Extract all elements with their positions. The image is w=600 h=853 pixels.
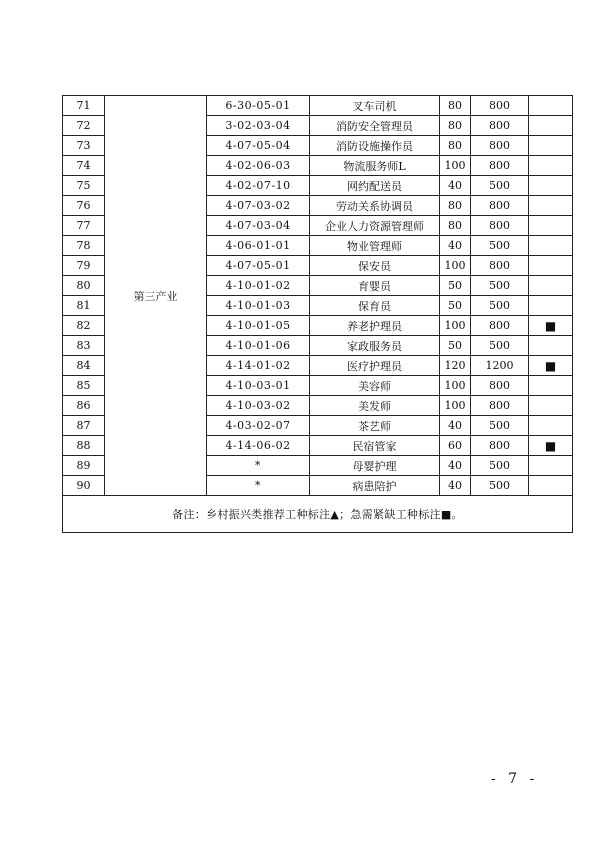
shortage-mark [529,216,573,236]
occupation-code: 4-07-03-02 [207,196,310,216]
row-number: 85 [63,376,105,396]
row-number: 79 [63,256,105,276]
industry-category: 第三产业 [105,96,207,496]
occupation-code: 4-10-01-02 [207,276,310,296]
subsidy-amount: 800 [471,156,529,176]
occupation-code: * [207,476,310,496]
subsidy-amount: 800 [471,256,529,276]
shortage-mark [529,196,573,216]
shortage-mark: ■ [529,316,573,336]
training-hours: 80 [440,136,471,156]
subsidy-amount: 800 [471,136,529,156]
occupation-name: 网约配送员 [310,176,440,196]
shortage-mark [529,456,573,476]
training-hours: 50 [440,276,471,296]
row-number: 76 [63,196,105,216]
occupation-name: 物流服务师L [310,156,440,176]
occupation-code: 6-30-05-01 [207,96,310,116]
row-number: 78 [63,236,105,256]
subsidy-amount: 500 [471,236,529,256]
occupation-name: 美容师 [310,376,440,396]
shortage-mark [529,376,573,396]
subsidy-amount: 1200 [471,356,529,376]
occupation-name: 病患陪护 [310,476,440,496]
subsidy-amount: 800 [471,216,529,236]
training-hours: 100 [440,316,471,336]
subsidy-amount: 800 [471,116,529,136]
page-number: - 7 - [491,771,539,787]
note-row [63,496,573,533]
row-number: 71 [63,96,105,116]
row-number: 81 [63,296,105,316]
occupation-code: 4-07-05-01 [207,256,310,276]
occupation-code: 4-10-01-06 [207,336,310,356]
shortage-mark [529,336,573,356]
table-row [63,96,573,116]
occupation-code: 4-10-01-03 [207,296,310,316]
occupation-code: 4-10-03-01 [207,376,310,396]
occupation-name: 养老护理员 [310,316,440,336]
table-note: 备注：乡村振兴类推荐工种标注▲；急需紧缺工种标注■。 [63,496,573,533]
training-hours: 100 [440,396,471,416]
subsidy-amount: 800 [471,396,529,416]
shortage-mark [529,256,573,276]
occupation-code: 4-10-03-02 [207,396,310,416]
subsidy-amount: 500 [471,296,529,316]
occupation-name: 物业管理师 [310,236,440,256]
row-number: 80 [63,276,105,296]
row-number: 83 [63,336,105,356]
occupation-name: 消防设施操作员 [310,136,440,156]
training-hours: 40 [440,476,471,496]
occupation-name: 叉车司机 [310,96,440,116]
training-hours: 60 [440,436,471,456]
occupation-name: 保安员 [310,256,440,276]
shortage-mark [529,416,573,436]
occupation-name: 劳动关系协调员 [310,196,440,216]
occupation-code: 4-07-05-04 [207,136,310,156]
subsidy-amount: 500 [471,416,529,436]
row-number: 77 [63,216,105,236]
training-hours: 100 [440,376,471,396]
subsidy-amount: 500 [471,276,529,296]
subsidy-amount: 500 [471,336,529,356]
row-number: 75 [63,176,105,196]
training-hours: 80 [440,96,471,116]
occupation-code: 4-14-01-02 [207,356,310,376]
shortage-mark [529,236,573,256]
row-number: 89 [63,456,105,476]
occupation-table [62,95,573,533]
row-number: 74 [63,156,105,176]
occupation-code: * [207,456,310,476]
occupation-name: 育婴员 [310,276,440,296]
shortage-mark [529,116,573,136]
occupation-code: 4-06-01-01 [207,236,310,256]
training-hours: 50 [440,296,471,316]
shortage-mark: ■ [529,436,573,456]
shortage-mark [529,96,573,116]
subsidy-amount: 500 [471,176,529,196]
row-number: 84 [63,356,105,376]
shortage-mark [529,176,573,196]
occupation-name: 医疗护理员 [310,356,440,376]
subsidy-amount: 800 [471,436,529,456]
occupation-code: 3-02-03-04 [207,116,310,136]
training-hours: 80 [440,196,471,216]
row-number: 82 [63,316,105,336]
occupation-code: 4-10-01-05 [207,316,310,336]
subsidy-amount: 800 [471,376,529,396]
training-hours: 120 [440,356,471,376]
subsidy-amount: 800 [471,316,529,336]
subsidy-amount: 800 [471,96,529,116]
occupation-name: 保育员 [310,296,440,316]
occupation-code: 4-02-06-03 [207,156,310,176]
training-hours: 100 [440,256,471,276]
training-hours: 40 [440,416,471,436]
subsidy-amount: 500 [471,476,529,496]
subsidy-amount: 500 [471,456,529,476]
training-hours: 80 [440,116,471,136]
occupation-name: 母婴护理 [310,456,440,476]
row-number: 72 [63,116,105,136]
training-hours: 40 [440,456,471,476]
shortage-mark [529,136,573,156]
occupation-code: 4-02-07-10 [207,176,310,196]
occupation-name: 民宿管家 [310,436,440,456]
shortage-mark [529,476,573,496]
occupation-code: 4-03-02-07 [207,416,310,436]
occupation-code: 4-14-06-02 [207,436,310,456]
training-hours: 40 [440,176,471,196]
occupation-name: 企业人力资源管理师 [310,216,440,236]
shortage-mark: ■ [529,356,573,376]
occupation-name: 美发师 [310,396,440,416]
row-number: 87 [63,416,105,436]
shortage-mark [529,296,573,316]
shortage-mark [529,396,573,416]
occupation-name: 消防安全管理员 [310,116,440,136]
row-number: 90 [63,476,105,496]
row-number: 88 [63,436,105,456]
occupation-code: 4-07-03-04 [207,216,310,236]
subsidy-amount: 800 [471,196,529,216]
row-number: 73 [63,136,105,156]
training-hours: 100 [440,156,471,176]
occupation-table-body [63,96,573,496]
row-number: 86 [63,396,105,416]
training-hours: 40 [440,236,471,256]
occupation-name: 家政服务员 [310,336,440,356]
shortage-mark [529,276,573,296]
shortage-mark [529,156,573,176]
training-hours: 50 [440,336,471,356]
occupation-name: 茶艺师 [310,416,440,436]
training-hours: 80 [440,216,471,236]
